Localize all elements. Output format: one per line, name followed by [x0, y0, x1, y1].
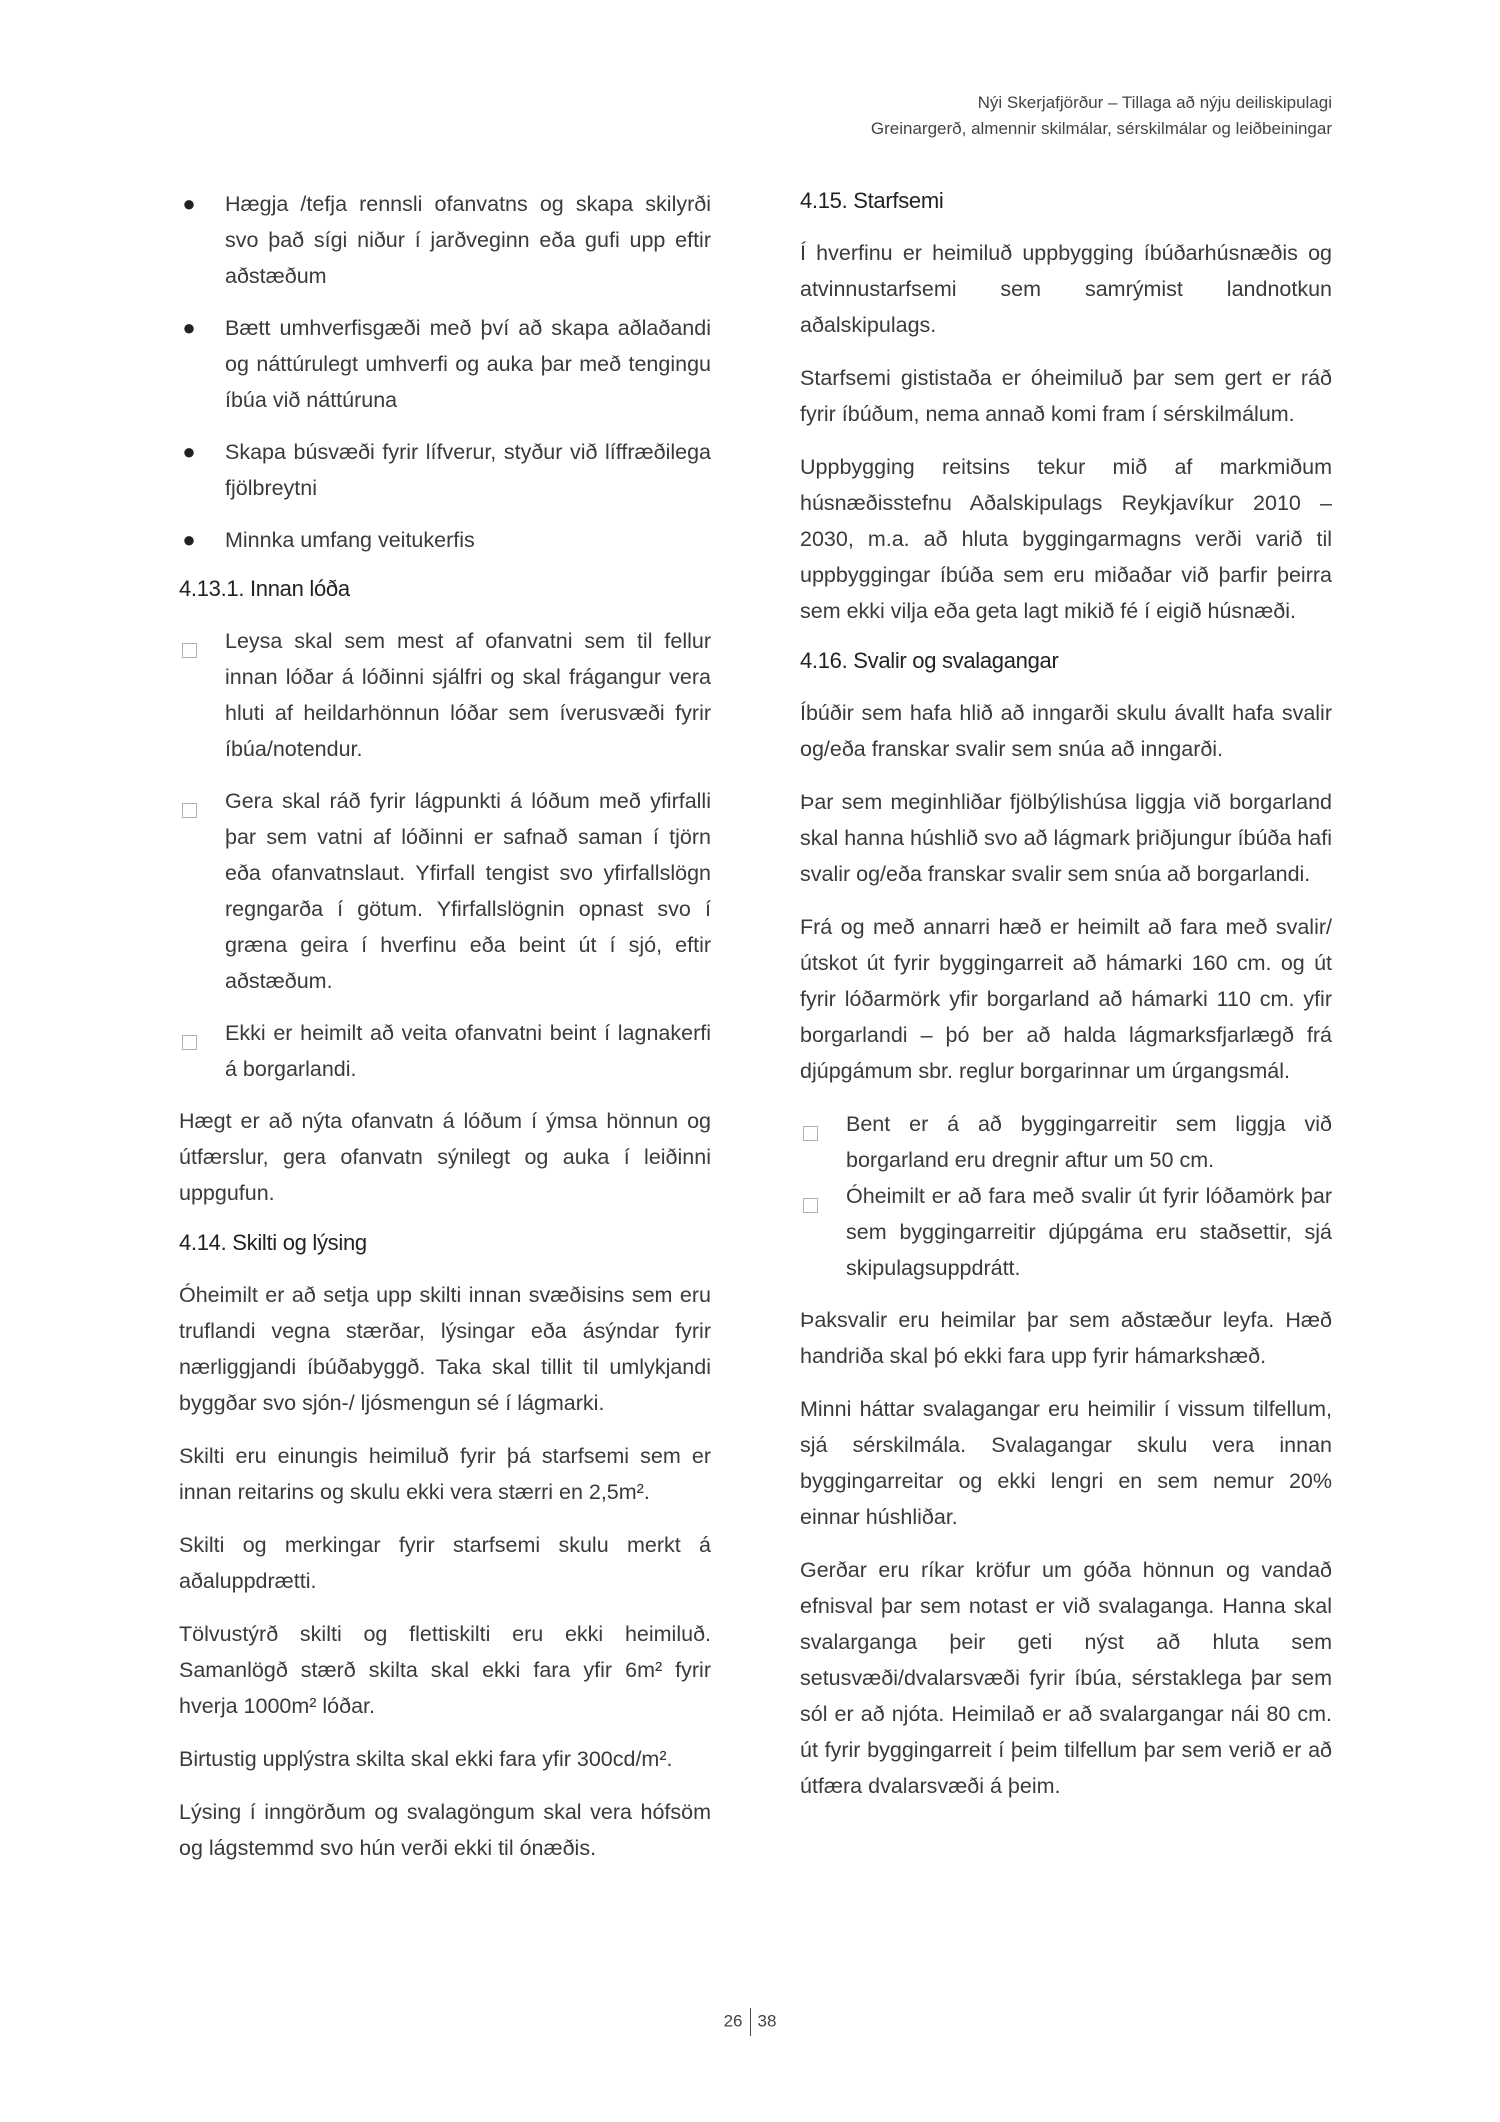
list-item: ● Bætt umhverfisgæði með því að skapa aðlaðandi og náttúrulegt umhverfi og auka þar með tengingu íbúa við náttúruna [179, 310, 711, 418]
paragraph: Skilti eru einungis heimiluð fyrir þá starfsemi sem er innan reitarins og skulu ekki vera stærri en 2,5m². [179, 1444, 711, 1504]
header-subtitle: Greinargerð, almennir skilmálar, sérskilmálar og leiðbeiningar [870, 119, 1332, 138]
list-item: Gera skal ráð fyrir lágpunkti á lóðum með yfirfalli þar sem vatni af lóðinni er safnað saman í tjörn eða ofanvatnslaut. Yfirfall tengist svo yfirfallslögn regngarða í götum. Yfirfallslögnin opnast svo í græna geira í hverfinu eða beint út í sjó, eftir aðstæðum. [179, 783, 711, 999]
paragraph: Gerðar eru ríkar kröfur um góða hönnun og vandað efnisval þar sem notast er við svalaganga. Hanna skal svalarganga þeir geti nýst að hluta sem setusvæði/dvalarsvæði fyrir íbúa, sérstaklega þar sem sól er að njóta. Heimilað er að svalargangar nái 80 cm. út fyrir byggingarreit í þeim tilfellum þar sem verið er að útfæra dvalarsvæði á þeim. [800, 1558, 1332, 1798]
paragraph: Frá og með annarri hæð er heimilt að fara með svalir/útskot út fyrir byggingarreit að hámarki 160 cm. og út fyrir lóðarmörk yfir borgarland að hámarki 110 cm. yfir borgarlandi – þó ber að halda lágmarksfjarlægð frá djúpgámum sbr. reglur borgarinnar um úrgangsmál. [800, 915, 1332, 1083]
list-item: ● Skapa búsvæði fyrir lífverur, styður við líffræðilega fjölbreytni [179, 434, 711, 506]
paragraph: Minni háttar svalagangar eru heimilir í vissum tilfellum, sjá sérskilmála. Svalagangar skulu vera innan byggingarreitar og ekki lengri en sem nemur 20% einnar húshliðar. [800, 1397, 1332, 1529]
list-item: ● Minnka umfang veitukerfis [179, 522, 711, 558]
checkbox-bullet-icon [800, 1116, 820, 1152]
paragraph: Starfsemi gististaða er óheimiluð þar sem gert er ráð fyrir íbúðum, nema annað komi fram í sérskilmálum. [800, 366, 1332, 426]
paragraph: Birtustig upplýstra skilta skal ekki fara yfir 300cd/m². [179, 1747, 673, 1771]
checkbox-bullet-icon [179, 793, 199, 829]
paragraph: Í hverfinu er heimiluð uppbygging íbúðarhúsnæðis og atvinnustarfsemi sem samrýmist landnotkun aðalskipulags. [800, 241, 1332, 337]
list-item: Óheimilt er að fara með svalir út fyrir lóðamörk þar sem byggingarreitir djúpgáma eru staðsettir, sjá skipulagsuppdrátt. [800, 1178, 1332, 1286]
section-heading-4-14: 4.14. Skilti og lýsing [179, 1230, 367, 1255]
section-heading-4-13-1: 4.13.1. Innan lóða [179, 576, 350, 601]
bullet-icon: ● [182, 191, 196, 216]
list-item: ● Hægja /tefja rennsli ofanvatns og skapa skilyrði svo það sígi niður í jarðveginn eða gufi upp eftir aðstæðum [179, 186, 711, 294]
list-item: Leysa skal sem mest af ofanvatni sem til fellur innan lóðar á lóðinni sjálfri og skal frágangur vera hluti af heildarhönnun lóðar sem íverusvæði fyrir íbúa/notendur. [179, 623, 711, 767]
checkbox-bullet-icon [179, 1025, 199, 1061]
bullet-icon: ● [182, 527, 196, 552]
list-item: Bent er á að byggingarreitir sem liggja við borgarland eru dregnir aftur um 50 cm. [800, 1106, 1332, 1178]
list-item: Ekki er heimilt að veita ofanvatni beint í lagnakerfi á borgarlandi. [179, 1015, 711, 1087]
balcony-rules-list [800, 1106, 1332, 1286]
paragraph: Þar sem meginhliðar fjölbýlishúsa liggja við borgarland skal hanna húshlið svo að lágmark þriðjungur íbúða hafi svalir og/eða franskar svalir sem snúa að borgarlandi. [800, 790, 1332, 886]
section-heading-4-15: 4.15. Starfsemi [800, 188, 944, 213]
current-page: 26 [723, 2011, 743, 2031]
total-pages: 38 [757, 2011, 777, 2031]
paragraph: Skilti og merkingar fyrir starfsemi skulu merkt á aðaluppdrætti. [179, 1533, 711, 1593]
section-heading-4-16: 4.16. Svalir og svalagangar [800, 648, 1059, 673]
header-title: Nýi Skerjafjörður – Tillaga að nýju deiliskipulagi [977, 93, 1332, 112]
paragraph: Hægt er að nýta ofanvatn á lóðum í ýmsa hönnun og útfærslur, gera ofanvatn sýnilegt og auka í leiðinni uppgufun. [179, 1109, 711, 1205]
checkbox-bullet-icon [179, 633, 199, 669]
page-number [0, 2008, 1500, 2036]
paragraph: Íbúðir sem hafa hlið að inngarði skulu ávallt hafa svalir og/eða franskar svalir sem snúa að inngarði. [800, 701, 1332, 761]
running-header [871, 90, 1332, 142]
right-column [800, 186, 1332, 1821]
paragraph: Lýsing í inngörðum og svalagöngum skal vera hófsöm og lágstemmd svo hún verði ekki til ónæðis. [179, 1800, 711, 1860]
paragraph: Þaksvalir eru heimilar þar sem aðstæður leyfa. Hæð handriða skal þó ekki fara upp fyrir hámarkshæð. [800, 1308, 1332, 1368]
paragraph: Óheimilt er að setja upp skilti innan svæðisins sem eru truflandi vegna stærðar, lýsingar eða ásýndar fyrir nærliggjandi íbúðabyggð. Taka skal tillit til umlykjandi byggðar svo sjón-/ ljósmengun sé í lágmarki. [179, 1283, 711, 1415]
left-column [179, 186, 711, 1883]
paragraph: Uppbygging reitsins tekur mið af markmiðum húsnæðisstefnu Aðalskipulags Reykjavíkur 2010 – 2030, m.a. að hluta byggingarmagns verði varið til uppbyggingar íbúða sem eru miðaðar við þarfir þeirra sem ekki vilja eða geta lagt mikið fé í eigið húsnæði. [800, 455, 1332, 623]
paragraph: Tölvustýrð skilti og flettiskilti eru ekki heimiluð. Samanlögð stærð skilta skal ekki fara yfir 6m² fyrir hverja 1000m² lóðar. [179, 1622, 711, 1718]
lot-rules-list [179, 623, 711, 1087]
checkbox-bullet-icon [800, 1188, 820, 1224]
page-separator [750, 2008, 751, 2036]
goals-bullet-list [179, 186, 711, 558]
bullet-icon: ● [182, 439, 196, 464]
bullet-icon: ● [182, 315, 196, 340]
